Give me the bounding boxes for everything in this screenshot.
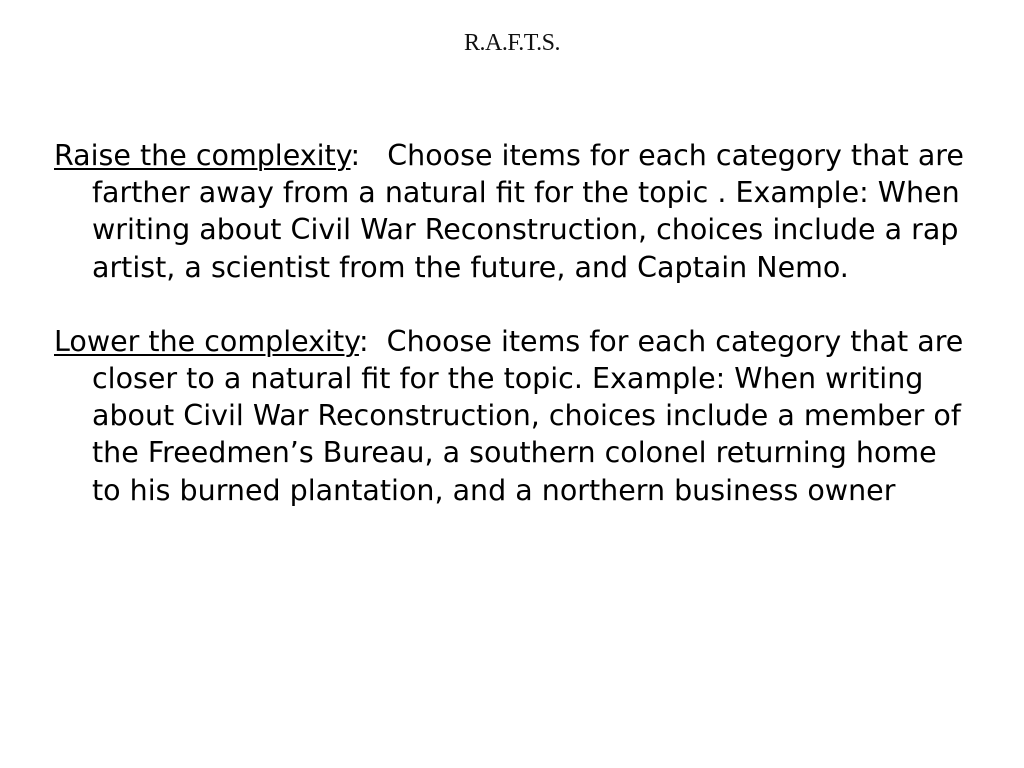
paragraph-lower-complexity: [54, 323, 974, 509]
slide-body: [54, 137, 974, 509]
paragraph-text: Choose items for each category that are farther away from a natural fit for the topic . Example: When writing about Civil War Reconstruction, choices include a rap artist, a scientist from the future, and Captain Nemo.: [92, 139, 964, 284]
term-lower-complexity: Lower the complexity: [54, 324, 359, 358]
separator: :: [358, 324, 387, 358]
term-raise-complexity: Raise the complexity: [54, 139, 351, 172]
paragraph-text: Choose items for each category that are closer to a natural fit for the topic. Example: When writing about Civil War Reconstruction, choices include a member of the Freedmen’s Bureau, a southern colonel returning home to his burned plantation, and a northern business owner: [92, 324, 964, 507]
separator: :: [350, 139, 388, 172]
slide-title: R.A.F.T.S.: [464, 30, 560, 56]
paragraph-raise-complexity: [54, 137, 974, 286]
